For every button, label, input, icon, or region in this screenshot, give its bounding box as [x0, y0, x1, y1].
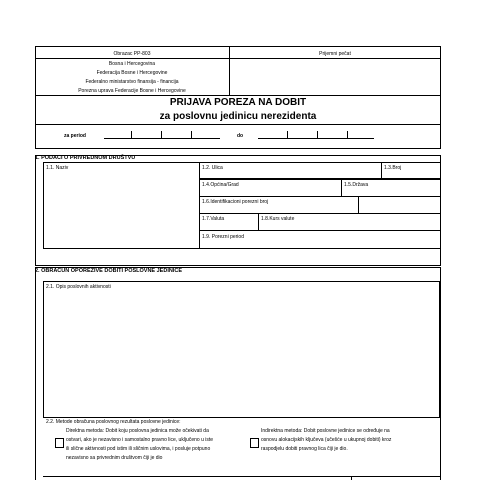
field-exchange-rate-label: 1.8.Kurs valute: [261, 216, 295, 222]
section2-heading: 2. OBRAČUN OPOREZIVE DOBITI POSLOVNE JEDINICE: [35, 268, 182, 274]
section1-left-border: [35, 155, 36, 265]
form-subtitle: za poslovnu jedinicu nerezidenta: [159, 111, 317, 122]
field-number-label: 1.3.Broj: [384, 165, 402, 171]
field-name[interactable]: [43, 162, 200, 249]
indirect-method-line-1: Indirektna metoda: Dobit poslovne jedinice se određuje na: [261, 428, 390, 434]
section1-heading: 1. PODACI O PRIVREDNOM DRUŠTVU: [35, 155, 136, 161]
indirect-method-checkbox[interactable]: [250, 438, 259, 448]
field-street-label: 1.2. Ulica: [202, 165, 223, 171]
field-street[interactable]: [199, 162, 382, 179]
indirect-method-line-3: raspodjelu dobiti pravnog lica čiji je dio.: [261, 446, 348, 452]
field-name-label: 1.1. Naziv: [46, 165, 69, 171]
section2-right-border: [440, 267, 441, 480]
direct-method-line-1: Direktna metoda: Dobit koju poslovna jedinica može očekivati da: [66, 428, 209, 434]
header-line-3: Federalno ministarstvo finansija - financija: [85, 79, 179, 85]
header-underline: [35, 58, 441, 59]
methods-label: 2.2. Metode obračuna poslovnog rezultata poslovne jedinice:: [46, 419, 181, 425]
form-code: Obrazac PP-803: [113, 51, 151, 57]
period-from-label: za period: [64, 133, 86, 139]
field-tax-period-label: 1.9. Porezni period: [202, 234, 244, 240]
direct-method-line-2: ostvari, ako je nezavisno i samostalno pravno lice, uključeno u iste: [66, 437, 214, 443]
direct-method-line-4: nezavisno sa privrednim društvom čiji je dio: [66, 455, 163, 461]
indirect-method-line-2: osnovu alokacijskih ključeva (učešće u ukupnoj dobiti) kroz: [261, 437, 392, 443]
header-line-2: Federacija Bosne i Hercegovine: [96, 70, 168, 76]
direct-method-checkbox[interactable]: [55, 438, 64, 448]
section2-next-row-line: [43, 476, 440, 477]
header-line-4: Porezna uprava Federacije Bosne i Hercegovine: [78, 88, 186, 94]
business-description-field[interactable]: [43, 281, 440, 418]
header-line-1: Bosna i Hercegovina: [108, 61, 156, 67]
form-title: PRIJAVA POREZA NA DOBIT: [169, 97, 307, 108]
field-municipality-label: 1.4.Općina/Grad: [202, 182, 239, 188]
period-to-label: do: [237, 133, 244, 139]
field-country-label: 1.5.Država: [344, 182, 369, 188]
field-tax-id-label: 1.6.Identifikacioni porezni broj: [202, 199, 269, 205]
field-currency-label: 1.7.Valuta: [202, 216, 225, 222]
section2-next-row-divider: [351, 476, 352, 480]
section2-left-border: [35, 267, 36, 480]
received-stamp-label: Prijemni pečat: [319, 51, 351, 57]
business-description-label: 2.1. Opis poslovnih aktivnosti: [46, 284, 111, 290]
direct-method-line-3: ili slične aktivnosti pod istim ili sličnim uslovima, i posluje potpuno: [66, 446, 211, 452]
section1-bottom-line: [35, 265, 441, 266]
